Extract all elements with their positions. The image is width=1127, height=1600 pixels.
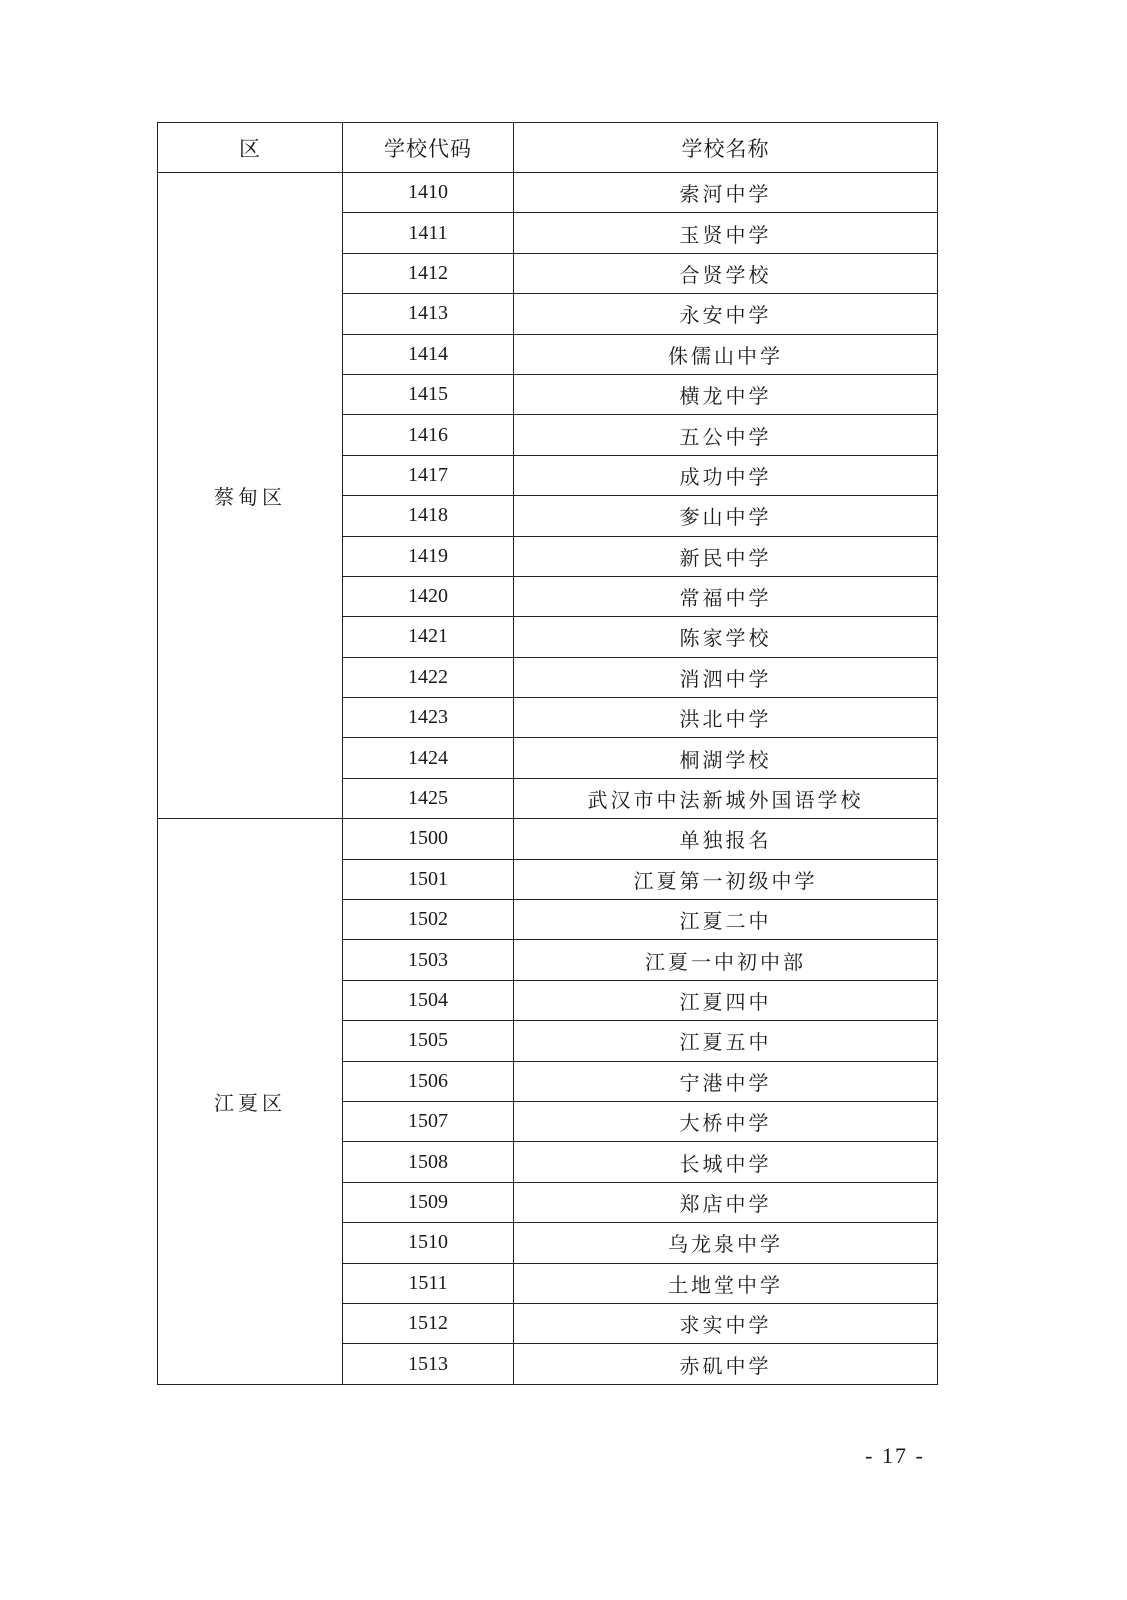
school-code-cell: 1422	[343, 657, 514, 697]
school-name-cell: 江夏第一初级中学	[514, 859, 938, 899]
school-code-cell: 1508	[343, 1142, 514, 1182]
school-code-cell: 1418	[343, 496, 514, 536]
school-name-cell: 消泗中学	[514, 657, 938, 697]
district-cell: 江夏区	[158, 819, 343, 1384]
school-code-cell: 1410	[343, 173, 514, 213]
school-code-cell: 1506	[343, 1061, 514, 1101]
school-code-cell: 1416	[343, 415, 514, 455]
school-name-cell: 五公中学	[514, 415, 938, 455]
header-district: 区	[158, 123, 343, 173]
school-code-cell: 1419	[343, 536, 514, 576]
school-code-cell: 1414	[343, 334, 514, 374]
school-code-cell: 1502	[343, 900, 514, 940]
school-name-cell: 成功中学	[514, 455, 938, 495]
school-name-cell: 玉贤中学	[514, 213, 938, 253]
school-name-cell: 索河中学	[514, 173, 938, 213]
school-code-cell: 1511	[343, 1263, 514, 1303]
school-name-cell: 赤矶中学	[514, 1344, 938, 1384]
header-school-code: 学校代码	[343, 123, 514, 173]
school-name-cell: 长城中学	[514, 1142, 938, 1182]
school-code-cell: 1421	[343, 617, 514, 657]
school-code-cell: 1500	[343, 819, 514, 859]
school-code-cell: 1415	[343, 374, 514, 414]
school-code-table	[157, 122, 938, 1385]
school-name-cell: 武汉市中法新城外国语学校	[514, 778, 938, 818]
school-code-cell: 1412	[343, 253, 514, 293]
school-code-cell: 1501	[343, 859, 514, 899]
school-name-cell: 桐湖学校	[514, 738, 938, 778]
school-code-cell: 1413	[343, 294, 514, 334]
school-name-cell: 常福中学	[514, 576, 938, 616]
school-code-cell: 1424	[343, 738, 514, 778]
school-name-cell: 侏儒山中学	[514, 334, 938, 374]
school-code-cell: 1423	[343, 698, 514, 738]
header-school-name: 学校名称	[514, 123, 938, 173]
school-code-cell: 1507	[343, 1101, 514, 1141]
school-name-cell: 江夏一中初中部	[514, 940, 938, 980]
school-name-cell: 求实中学	[514, 1303, 938, 1343]
school-name-cell: 大桥中学	[514, 1101, 938, 1141]
school-code-cell: 1505	[343, 1021, 514, 1061]
page-number: - 17 -	[865, 1443, 925, 1468]
school-name-cell: 横龙中学	[514, 374, 938, 414]
school-name-cell: 永安中学	[514, 294, 938, 334]
school-name-cell: 江夏五中	[514, 1021, 938, 1061]
school-code-cell: 1411	[343, 213, 514, 253]
school-name-cell: 乌龙泉中学	[514, 1223, 938, 1263]
table-header-row	[158, 123, 938, 173]
table-row	[158, 173, 938, 213]
school-name-cell: 宁港中学	[514, 1061, 938, 1101]
school-code-cell: 1510	[343, 1223, 514, 1263]
school-name-cell: 合贤学校	[514, 253, 938, 293]
school-name-cell: 新民中学	[514, 536, 938, 576]
school-code-cell: 1504	[343, 980, 514, 1020]
school-code-cell: 1509	[343, 1182, 514, 1222]
school-code-cell: 1420	[343, 576, 514, 616]
school-code-cell: 1417	[343, 455, 514, 495]
school-code-cell: 1503	[343, 940, 514, 980]
school-name-cell: 郑店中学	[514, 1182, 938, 1222]
school-name-cell: 江夏二中	[514, 900, 938, 940]
school-name-cell: 奓山中学	[514, 496, 938, 536]
district-cell: 蔡甸区	[158, 173, 343, 819]
school-name-cell: 土地堂中学	[514, 1263, 938, 1303]
table-row	[158, 819, 938, 859]
school-name-cell: 单独报名	[514, 819, 938, 859]
school-code-cell: 1513	[343, 1344, 514, 1384]
school-code-cell: 1425	[343, 778, 514, 818]
school-name-cell: 陈家学校	[514, 617, 938, 657]
table-body	[158, 173, 938, 1385]
school-code-cell: 1512	[343, 1303, 514, 1343]
school-name-cell: 江夏四中	[514, 980, 938, 1020]
school-name-cell: 洪北中学	[514, 698, 938, 738]
